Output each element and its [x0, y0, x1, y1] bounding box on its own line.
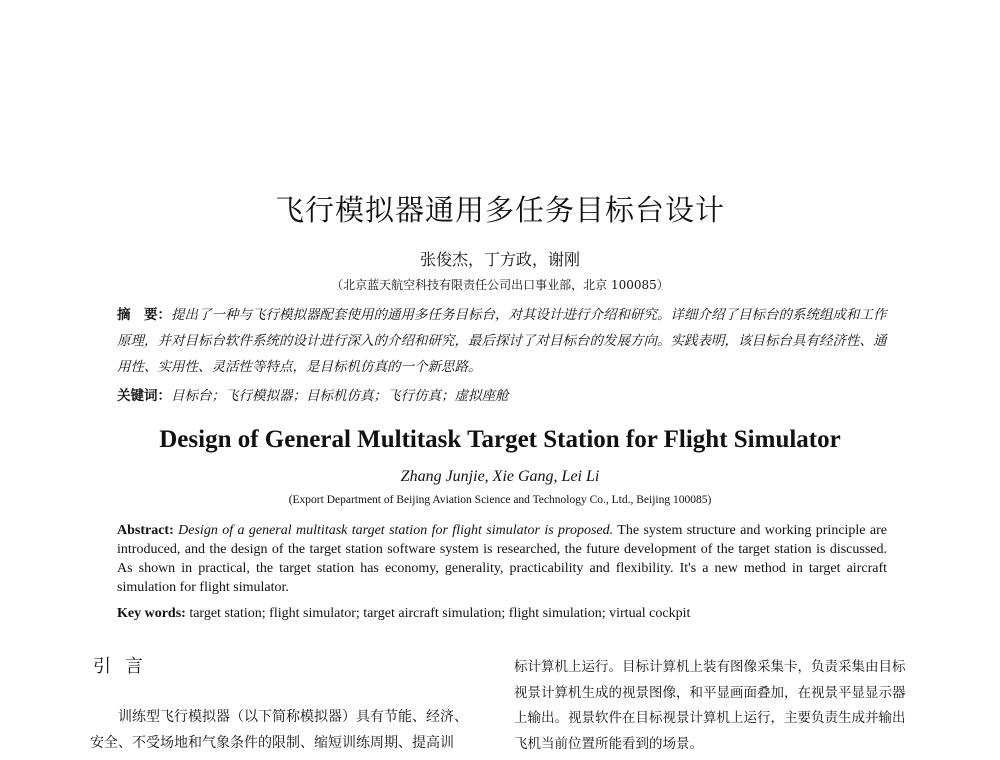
- section-heading-introduction: 引言: [93, 656, 157, 677]
- english-abstract-lead: Design of a general multitask target station for flight simulator is proposed.: [178, 523, 614, 538]
- chinese-title: 飞行模拟器通用多任务目标台设计: [274, 193, 725, 227]
- chinese-affiliation: （北京蓝天航空科技有限责任公司出口事业部，北京 100085）: [331, 278, 669, 292]
- english-affiliation: (Export Department of Beijing Aviation Science and Technology Co., Ltd., Beijing 100085): [288, 494, 712, 506]
- left-column-line: 训练型飞行模拟器（以下简称模拟器）具有节能、经济、: [118, 709, 468, 725]
- chinese-keywords: [117, 384, 887, 404]
- english-abstract: [117, 521, 887, 597]
- english-authors: Zhang Junjie, Xie Gang, Lei Li: [400, 468, 600, 485]
- english-keywords: [117, 606, 887, 622]
- chinese-keywords-label: 关键词：: [117, 388, 171, 404]
- chinese-abstract-text: 提出了一种与飞行模拟器配套使用的通用多任务目标台，对其设计进行介绍和研究。详细介绍了目标台的系统组成和工作原理，并对目标台软件系统的设计进行深入的介绍和研究，最后探讨了对目标台的发展方向。实践表明，该目标台具有经济性、通用性、实用性、灵活性等特点，是目标机仿真的一个新思路。: [117, 307, 887, 375]
- chinese-abstract-label: 摘 要：: [117, 307, 171, 323]
- chinese-keywords-text: 目标台；飞行模拟器；目标机仿真；飞行仿真；虚拟座舱: [171, 388, 509, 404]
- chinese-abstract: [117, 302, 887, 380]
- english-abstract-label: Abstract:: [117, 523, 174, 538]
- english-title: Design of General Multitask Target Station for Flight Simulator: [159, 426, 841, 453]
- chinese-authors: 张俊杰，丁方政，谢刚: [419, 250, 580, 269]
- english-keywords-text: target station; flight simulator; target aircraft simulation; flight simulation; virtual cockpit: [189, 606, 691, 621]
- right-column-text: 标计算机上运行。目标计算机上装有图像采集卡，负责采集由目标视景计算机生成的视景图像，和平显画面叠加，在视景平显显示器上输出。视景软件在目标视景计算机上运行，主要负责生成并输出飞机当前位置所能看到的场景。: [514, 659, 906, 752]
- left-column-line: 安全、不受场地和气象条件的限制、缩短训练周期、提高训: [90, 735, 454, 751]
- left-column-text: [90, 704, 490, 756]
- english-keywords-label: Key words:: [117, 606, 186, 621]
- english-abstract-text: The system structure and working principle are introduced, and the design of the target station software system is researched, the future development of the target station is discussed. As shown in practical, the target station has economy, generality, practicability and flexibility. It's a new method in target aircraft simulation for flight simulator.: [117, 523, 887, 595]
